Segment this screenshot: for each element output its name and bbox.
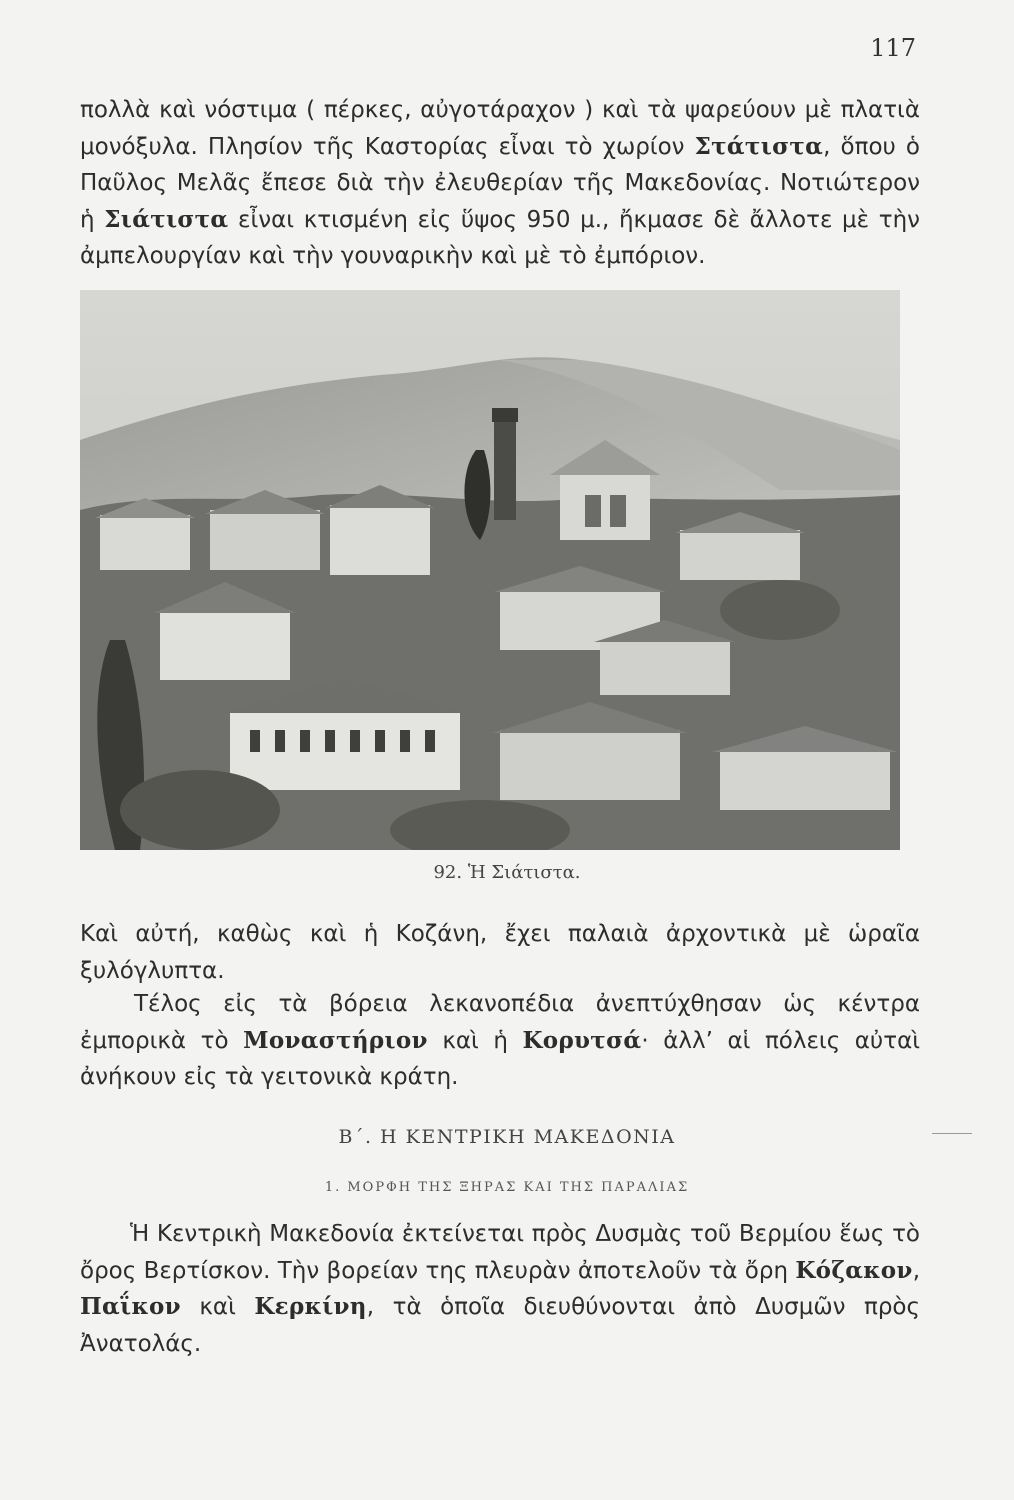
- text-run: πολλὰ καὶ νόστιμα ( πέρκες, αὐγοτάραχον ) καὶ τὰ ψαρεύουν μὲ πλατιὰ μονόξυλα. Πλησίον τῆς Καστορίας εἶναι τὸ χωρίον: [80, 97, 920, 160]
- text-run: Καὶ αὐτή, καθὼς καὶ ἡ Κοζάνη, ἔχει παλαιὰ ἀρχοντικὰ μὲ ὡραῖα ξυλόγλυπτα.: [80, 921, 920, 984]
- text-run: , ὅπου ὁ Παῦλος Μελᾶς ἔπεσε διὰ τὴν ἐλευθερίαν τῆς Μακεδονίας. Νοτιώτερον ἡ: [80, 133, 920, 233]
- bold-term: Μοναστήριον: [243, 1026, 428, 1054]
- bold-term: Σιάτιστα: [104, 205, 229, 233]
- photo-siatista: [80, 290, 900, 850]
- bold-term: Παΐκον: [80, 1293, 181, 1320]
- subsection-heading: 1. ΜΟΡΦΗ ΤΗΣ ΞΗΡΑΣ ΚΑΙ ΤΗΣ ΠΑΡΑΛΙΑΣ: [324, 1180, 690, 1195]
- figure-caption: 92. Ἡ Σιάτιστα.: [433, 862, 581, 883]
- paragraph-central-macedonia: [80, 1216, 920, 1362]
- text-run: Τέλος εἰς τὰ βόρεια λεκανοπέδια ἀνεπτύχθησαν ὡς κέντρα ἐμπορικὰ τὸ: [80, 991, 920, 1054]
- bold-term: Κερκίνη: [254, 1293, 367, 1320]
- margin-mark: [932, 1133, 972, 1134]
- page-number: 117: [870, 34, 916, 62]
- bold-term: Κορυτσά: [522, 1026, 642, 1054]
- text-run: , τὰ ὁποῖα διευθύνονται ἀπὸ Δυσμῶν πρὸς Ἀνατολάς.: [80, 1294, 920, 1357]
- text-run: καὶ: [180, 1294, 255, 1320]
- bold-term: Κόζακον: [795, 1256, 913, 1284]
- text-run: · ἀλλ’ αἱ πόλεις αὐταὶ ἀνήκουν εἰς τὰ γειτονικὰ κράτη.: [80, 1027, 921, 1090]
- text-run: εἶναι κτισμένη εἰς ὕψος 950 μ., ἤκμασε δὲ ἄλλοτε μὲ τὴν ἀμπελουργίαν καὶ τὴν γουναρικὴν καὶ μὲ τὸ ἐμπόριον.: [80, 206, 920, 269]
- text-run: ,: [912, 1257, 920, 1284]
- bold-term: Στάτιστα: [694, 132, 824, 160]
- section-heading: Β΄. Η ΚΕΝΤΡΙΚΗ ΜΑΚΕΔΟΝΙΑ: [338, 1126, 676, 1148]
- paragraph-monastirion-korytsa: [80, 986, 920, 1096]
- text-run: Ἡ Κεντρικὴ Μακεδονία ἐκτείνεται πρὸς Δυσμὰς τοῦ Βερμίου ἕως τὸ ὄρος Βερτίσκον. Τὴν βορείαν της πλευρὰν ἀποτελοῦν τὰ ὄρη: [80, 1221, 920, 1284]
- paragraph-statista-siatista: [80, 92, 920, 275]
- text-run: καὶ ἡ: [427, 1027, 523, 1054]
- paragraph-kozani: [80, 916, 920, 989]
